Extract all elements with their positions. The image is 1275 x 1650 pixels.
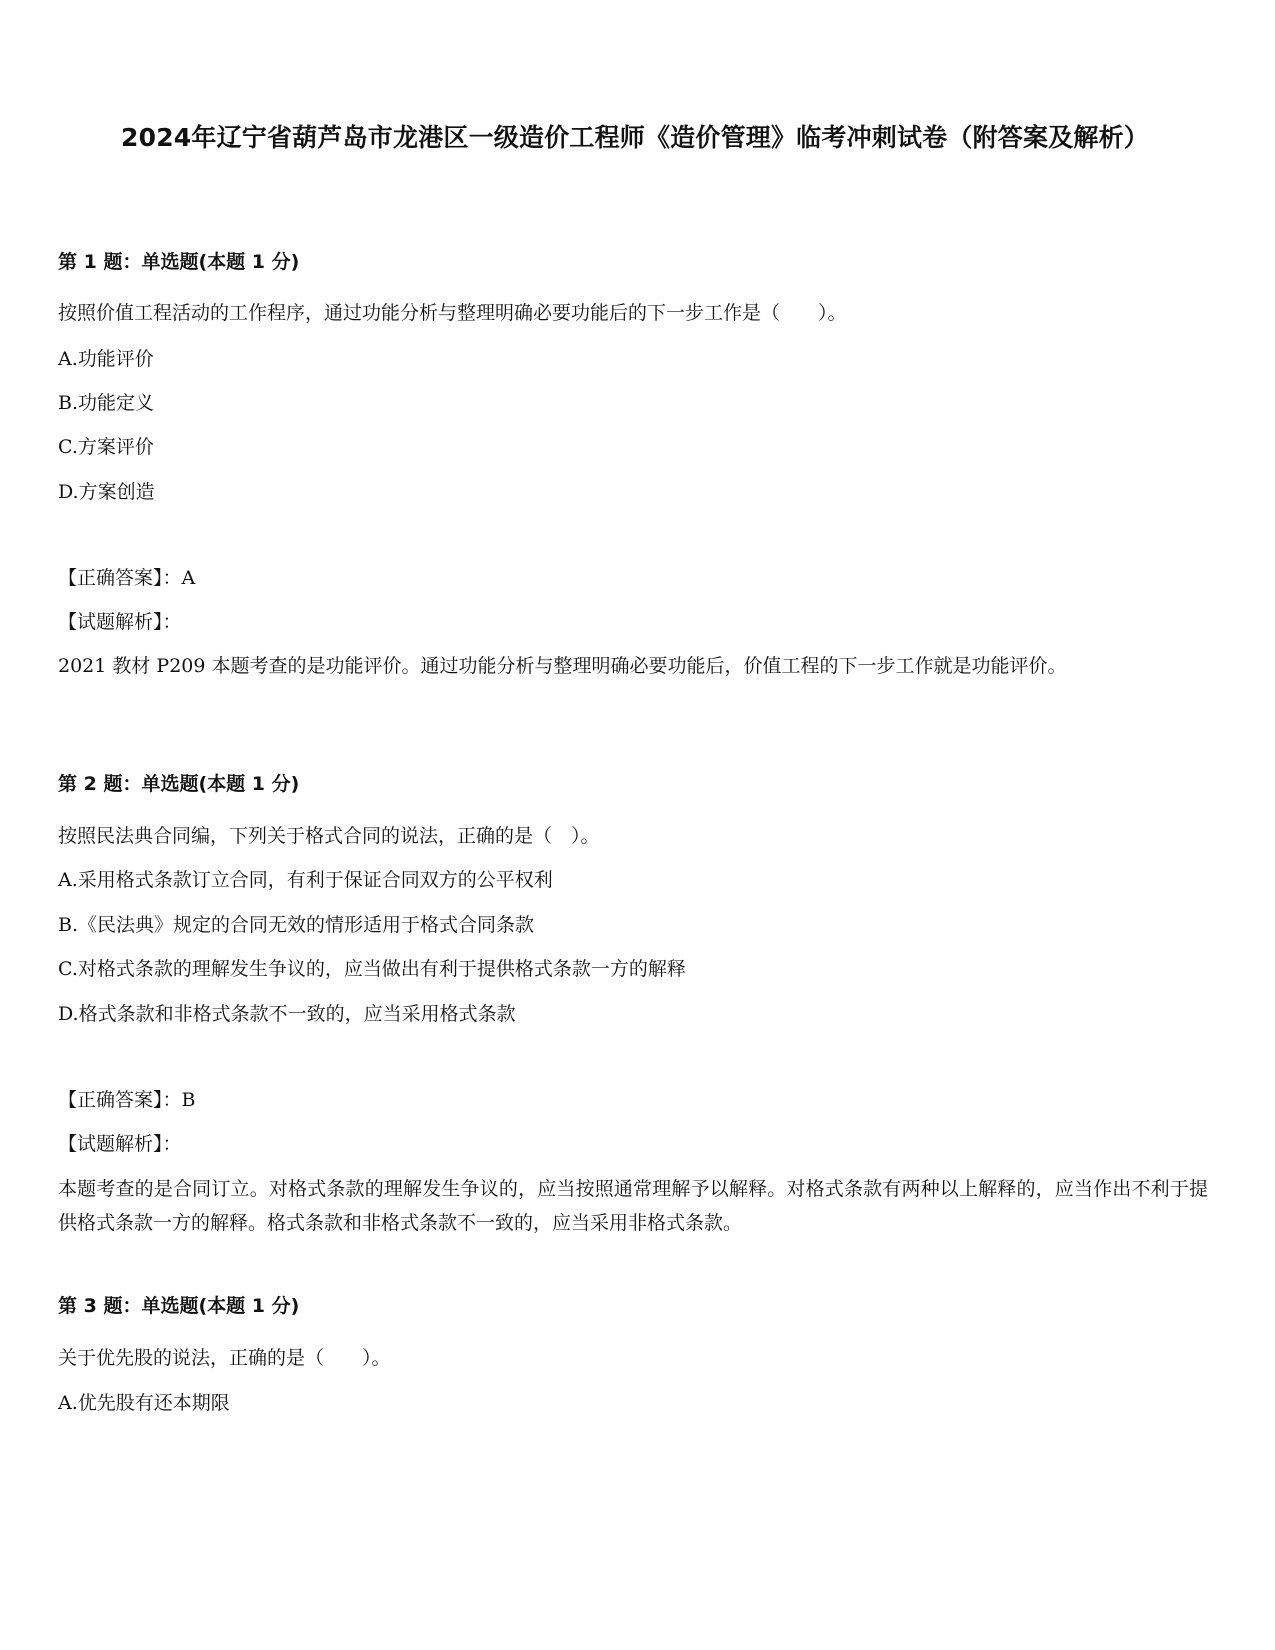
question-1-analysis: 2021 教材 P209 本题考查的是功能评价。通过功能分析与整理明确必要功能后，价值工程的下一步工作就是功能评价。 bbox=[58, 655, 1067, 677]
question-1-option-d: D.方案创造 bbox=[58, 481, 155, 503]
question-2-option-d: D.格式条款和非格式条款不一致的，应当采用格式条款 bbox=[58, 1003, 516, 1025]
question-1-option-a: A.功能评价 bbox=[58, 348, 154, 370]
question-2-analysis: 本题考查的是合同订立。对格式条款的理解发生争议的，应当按照通常理解予以解释。对格式条款有两种以上解释的，应当作出不利于提供格式条款一方的解释。格式条款和非格式条款不一致的，应当采用非格式条款。 bbox=[58, 1178, 1208, 1234]
question-2-analysis-label: 【试题解析】： bbox=[58, 1133, 182, 1155]
question-2-answer: 【正确答案】：B bbox=[58, 1089, 196, 1111]
question-3-header: 第 3 题：单选题(本题 1 分) bbox=[58, 1295, 300, 1317]
question-1-answer: 【正确答案】：A bbox=[58, 567, 196, 589]
question-1-option-b: B.功能定义 bbox=[58, 392, 155, 414]
question-2-stem: 按照民法典合同编，下列关于格式合同的说法，正确的是（ ）。 bbox=[58, 825, 600, 847]
question-1-option-c: C.方案评价 bbox=[58, 436, 154, 458]
question-2-option-a: A.采用格式条款订立合同，有利于保证合同双方的公平权利 bbox=[58, 869, 553, 891]
document-title: 2024年辽宁省葫芦岛市龙港区一级造价工程师《造价管理》临考冲刺试卷（附答案及解析） bbox=[121, 123, 1149, 152]
question-3-option-a: A.优先股有还本期限 bbox=[58, 1392, 230, 1414]
question-1-header: 第 1 题：单选题(本题 1 分) bbox=[58, 251, 300, 273]
question-1-analysis-label: 【试题解析】： bbox=[58, 611, 182, 633]
question-2-header: 第 2 题：单选题(本题 1 分) bbox=[58, 773, 300, 795]
question-2-option-b: B.《民法典》规定的合同无效的情形适用于格式合同条款 bbox=[58, 914, 535, 936]
question-2-option-c: C.对格式条款的理解发生争议的，应当做出有利于提供格式条款一方的解释 bbox=[58, 958, 686, 980]
question-1-stem: 按照价值工程活动的工作程序，通过功能分析与整理明确必要功能后的下一步工作是（ ）。 bbox=[58, 302, 847, 324]
question-3-stem: 关于优先股的说法，正确的是（ ）。 bbox=[58, 1347, 391, 1369]
